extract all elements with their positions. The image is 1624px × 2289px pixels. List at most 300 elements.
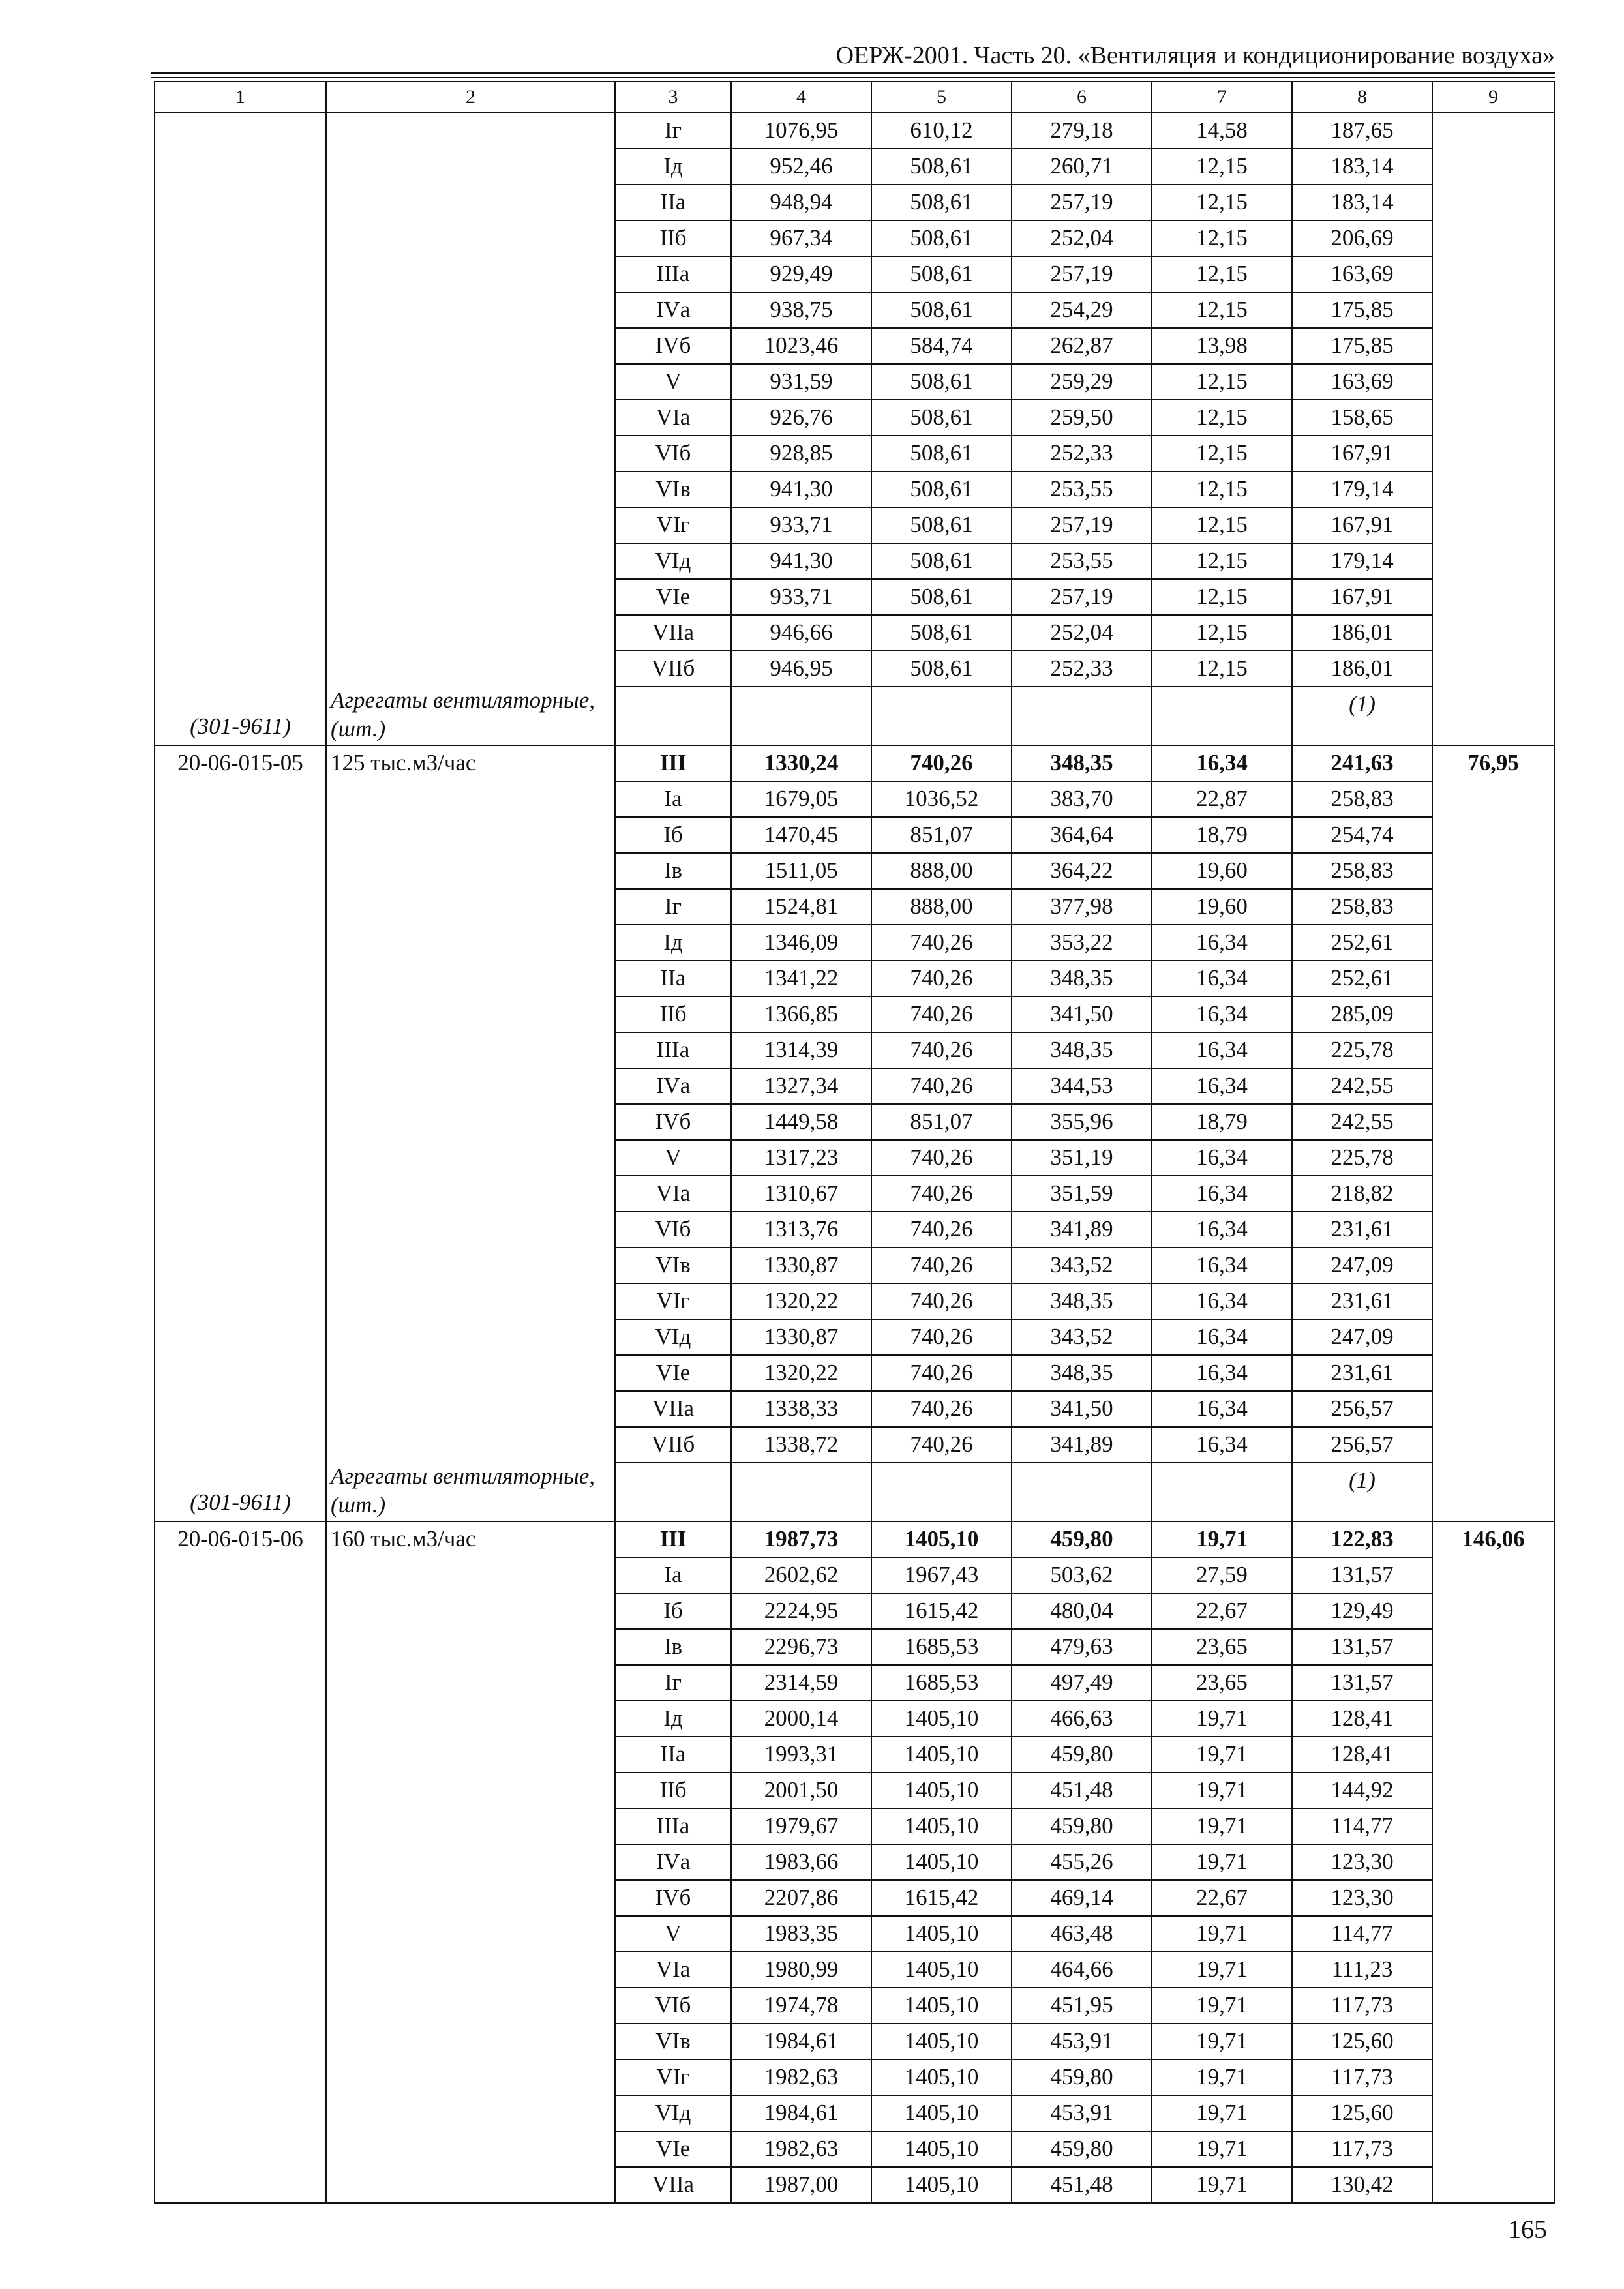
wages: 740,26 bbox=[871, 925, 1012, 961]
wages: 740,26 bbox=[871, 1391, 1012, 1427]
empty-cell bbox=[1012, 1463, 1152, 1521]
materials-cost: 123,30 bbox=[1292, 1844, 1432, 1880]
machine-cost: 459,80 bbox=[1012, 1521, 1152, 1557]
machine-cost: 257,19 bbox=[1012, 185, 1152, 220]
driver-wages: 16,34 bbox=[1152, 1319, 1292, 1355]
aggregate-quantity: (1) bbox=[1292, 687, 1432, 745]
wages: 508,61 bbox=[871, 507, 1012, 543]
materials-cost: 187,65 bbox=[1292, 113, 1432, 149]
driver-wages: 13,98 bbox=[1152, 328, 1292, 364]
total-cost: 952,46 bbox=[731, 149, 871, 185]
machine-cost: 463,48 bbox=[1012, 1916, 1152, 1952]
machine-cost: 343,52 bbox=[1012, 1248, 1152, 1283]
wages: 508,61 bbox=[871, 471, 1012, 507]
machine-cost: 343,52 bbox=[1012, 1319, 1152, 1355]
machine-cost: 459,80 bbox=[1012, 2131, 1152, 2167]
wages: 740,26 bbox=[871, 961, 1012, 996]
total-cost: 1979,67 bbox=[731, 1808, 871, 1844]
machine-cost: 257,19 bbox=[1012, 256, 1152, 292]
total-cost: 1470,45 bbox=[731, 817, 871, 853]
total-cost: 938,75 bbox=[731, 292, 871, 328]
region-code: IIIа bbox=[615, 256, 731, 292]
driver-wages: 12,15 bbox=[1152, 579, 1292, 615]
wages: 508,61 bbox=[871, 615, 1012, 651]
region-code: V bbox=[615, 364, 731, 400]
machine-cost: 459,80 bbox=[1012, 1808, 1152, 1844]
machine-cost: 351,19 bbox=[1012, 1140, 1152, 1176]
region-code: IIIа bbox=[615, 1032, 731, 1068]
wages: 508,61 bbox=[871, 543, 1012, 579]
wages: 610,12 bbox=[871, 113, 1012, 149]
materials-cost: 247,09 bbox=[1292, 1248, 1432, 1283]
rate-name bbox=[326, 113, 615, 745]
machine-cost: 453,91 bbox=[1012, 2095, 1152, 2131]
total-cost: 928,85 bbox=[731, 436, 871, 471]
wages: 508,61 bbox=[871, 436, 1012, 471]
page-header-title: ОЕРЖ-2001. Часть 20. «Вентиляция и кондиционирование воздуха» bbox=[835, 42, 1555, 69]
column-number: 7 bbox=[1152, 82, 1292, 113]
labor-cost bbox=[1432, 113, 1554, 745]
region-code: VIб bbox=[615, 436, 731, 471]
total-cost: 1984,61 bbox=[731, 2024, 871, 2059]
driver-wages: 19,60 bbox=[1152, 889, 1292, 925]
machine-cost: 480,04 bbox=[1012, 1593, 1152, 1629]
materials-cost: 186,01 bbox=[1292, 651, 1432, 687]
column-number: 8 bbox=[1292, 82, 1432, 113]
materials-cost: 218,82 bbox=[1292, 1176, 1432, 1212]
wages: 1405,10 bbox=[871, 1916, 1012, 1952]
total-cost: 2000,14 bbox=[731, 1701, 871, 1737]
materials-cost: 254,74 bbox=[1292, 817, 1432, 853]
total-cost: 1983,35 bbox=[731, 1916, 871, 1952]
machine-cost: 469,14 bbox=[1012, 1880, 1152, 1916]
region-code: Iг bbox=[615, 1665, 731, 1701]
region-code: VIг bbox=[615, 2059, 731, 2095]
region-code: IVб bbox=[615, 1880, 731, 1916]
materials-cost: 252,61 bbox=[1292, 925, 1432, 961]
materials-cost: 111,23 bbox=[1292, 1952, 1432, 1988]
machine-cost: 503,62 bbox=[1012, 1557, 1152, 1593]
materials-cost: 167,91 bbox=[1292, 579, 1432, 615]
region-code: VIа bbox=[615, 400, 731, 436]
total-cost: 2296,73 bbox=[731, 1629, 871, 1665]
rate-name: 160 тыс.м3/час bbox=[326, 1521, 615, 2203]
total-cost: 946,95 bbox=[731, 651, 871, 687]
labor-cost: 146,06 bbox=[1432, 1521, 1554, 2203]
total-cost: 1987,00 bbox=[731, 2167, 871, 2203]
total-cost: 2314,59 bbox=[731, 1665, 871, 1701]
region-code: Iв bbox=[615, 853, 731, 889]
materials-cost: 179,14 bbox=[1292, 471, 1432, 507]
region-code: IVб bbox=[615, 328, 731, 364]
machine-cost: 353,22 bbox=[1012, 925, 1152, 961]
machine-cost: 364,64 bbox=[1012, 817, 1152, 853]
region-code: VIа bbox=[615, 1952, 731, 1988]
machine-cost: 355,96 bbox=[1012, 1104, 1152, 1140]
total-cost: 1076,95 bbox=[731, 113, 871, 149]
driver-wages: 12,15 bbox=[1152, 220, 1292, 256]
region-code: IIIа bbox=[615, 1808, 731, 1844]
materials-cost: 256,57 bbox=[1292, 1391, 1432, 1427]
machine-cost: 383,70 bbox=[1012, 781, 1152, 817]
region-code: VIIб bbox=[615, 1427, 731, 1463]
materials-cost: 258,83 bbox=[1292, 781, 1432, 817]
total-cost: 1330,24 bbox=[731, 745, 871, 781]
materials-cost: 231,61 bbox=[1292, 1355, 1432, 1391]
driver-wages: 12,15 bbox=[1152, 256, 1292, 292]
total-cost: 1449,58 bbox=[731, 1104, 871, 1140]
driver-wages: 16,34 bbox=[1152, 1068, 1292, 1104]
driver-wages: 16,34 bbox=[1152, 996, 1292, 1032]
wages: 1405,10 bbox=[871, 2095, 1012, 2131]
total-cost: 1320,22 bbox=[731, 1355, 871, 1391]
column-number-row bbox=[155, 82, 1554, 113]
machine-cost: 479,63 bbox=[1012, 1629, 1152, 1665]
driver-wages: 12,15 bbox=[1152, 436, 1292, 471]
region-code: Iб bbox=[615, 817, 731, 853]
total-cost: 1974,78 bbox=[731, 1988, 871, 2024]
empty-cell bbox=[871, 687, 1012, 745]
machine-cost: 348,35 bbox=[1012, 1355, 1152, 1391]
total-cost: 1330,87 bbox=[731, 1319, 871, 1355]
machine-cost: 451,48 bbox=[1012, 1773, 1152, 1808]
driver-wages: 16,34 bbox=[1152, 745, 1292, 781]
driver-wages: 16,34 bbox=[1152, 961, 1292, 996]
wages: 508,61 bbox=[871, 579, 1012, 615]
driver-wages: 19,71 bbox=[1152, 1952, 1292, 1988]
total-cost: 1982,63 bbox=[731, 2059, 871, 2095]
materials-cost: 183,14 bbox=[1292, 185, 1432, 220]
wages: 1405,10 bbox=[871, 2131, 1012, 2167]
driver-wages: 19,71 bbox=[1152, 1521, 1292, 1557]
column-number: 3 bbox=[615, 82, 731, 113]
machine-cost: 466,63 bbox=[1012, 1701, 1152, 1737]
driver-wages: 12,15 bbox=[1152, 292, 1292, 328]
region-code: VIд bbox=[615, 2095, 731, 2131]
total-cost: 931,59 bbox=[731, 364, 871, 400]
materials-cost: 114,77 bbox=[1292, 1916, 1432, 1952]
materials-cost: 256,57 bbox=[1292, 1427, 1432, 1463]
region-code: VIIа bbox=[615, 615, 731, 651]
wages: 1405,10 bbox=[871, 1521, 1012, 1557]
wages: 584,74 bbox=[871, 328, 1012, 364]
driver-wages: 19,71 bbox=[1152, 1773, 1292, 1808]
total-cost: 1993,31 bbox=[731, 1737, 871, 1773]
region-code: VIе bbox=[615, 1355, 731, 1391]
driver-wages: 19,71 bbox=[1152, 1844, 1292, 1880]
materials-cost: 128,41 bbox=[1292, 1737, 1432, 1773]
driver-wages: 19,71 bbox=[1152, 1808, 1292, 1844]
region-code: VIIа bbox=[615, 2167, 731, 2203]
wages: 888,00 bbox=[871, 853, 1012, 889]
rate-code bbox=[155, 113, 326, 745]
driver-wages: 16,34 bbox=[1152, 1355, 1292, 1391]
wages: 1405,10 bbox=[871, 1737, 1012, 1773]
machine-cost: 341,89 bbox=[1012, 1212, 1152, 1248]
region-code: Iг bbox=[615, 113, 731, 149]
total-cost: 1511,05 bbox=[731, 853, 871, 889]
driver-wages: 12,15 bbox=[1152, 651, 1292, 687]
machine-cost: 364,22 bbox=[1012, 853, 1152, 889]
region-code: IVа bbox=[615, 1844, 731, 1880]
wages: 508,61 bbox=[871, 292, 1012, 328]
region-code: VIд bbox=[615, 543, 731, 579]
wages: 1405,10 bbox=[871, 1844, 1012, 1880]
materials-cost: 125,60 bbox=[1292, 2095, 1432, 2131]
region-code: III bbox=[615, 745, 731, 781]
driver-wages: 16,34 bbox=[1152, 1140, 1292, 1176]
region-code: Iв bbox=[615, 1629, 731, 1665]
total-cost: 941,30 bbox=[731, 543, 871, 579]
materials-cost: 252,61 bbox=[1292, 961, 1432, 996]
driver-wages: 12,15 bbox=[1152, 543, 1292, 579]
machine-cost: 341,50 bbox=[1012, 996, 1152, 1032]
materials-cost: 131,57 bbox=[1292, 1665, 1432, 1701]
machine-cost: 451,95 bbox=[1012, 1988, 1152, 2024]
driver-wages: 12,15 bbox=[1152, 364, 1292, 400]
header-rule bbox=[151, 72, 1555, 74]
wages: 1405,10 bbox=[871, 2024, 1012, 2059]
wages: 740,26 bbox=[871, 996, 1012, 1032]
materials-cost: 129,49 bbox=[1292, 1593, 1432, 1629]
materials-cost: 258,83 bbox=[1292, 889, 1432, 925]
empty-cell bbox=[731, 687, 871, 745]
total-cost: 2001,50 bbox=[731, 1773, 871, 1808]
materials-cost: 167,91 bbox=[1292, 436, 1432, 471]
total-cost: 1984,61 bbox=[731, 2095, 871, 2131]
machine-cost: 262,87 bbox=[1012, 328, 1152, 364]
region-code: Iг bbox=[615, 889, 731, 925]
materials-cost: 128,41 bbox=[1292, 1701, 1432, 1737]
materials-cost: 186,01 bbox=[1292, 615, 1432, 651]
driver-wages: 23,65 bbox=[1152, 1665, 1292, 1701]
empty-cell bbox=[615, 1463, 731, 1521]
total-cost: 1983,66 bbox=[731, 1844, 871, 1880]
wages: 508,61 bbox=[871, 651, 1012, 687]
wages: 508,61 bbox=[871, 185, 1012, 220]
total-cost: 933,71 bbox=[731, 507, 871, 543]
region-code: Iа bbox=[615, 1557, 731, 1593]
region-code: VIе bbox=[615, 2131, 731, 2167]
materials-cost: 163,69 bbox=[1292, 364, 1432, 400]
machine-cost: 453,91 bbox=[1012, 2024, 1152, 2059]
total-cost: 1366,85 bbox=[731, 996, 871, 1032]
machine-cost: 253,55 bbox=[1012, 543, 1152, 579]
materials-cost: 114,77 bbox=[1292, 1808, 1432, 1844]
total-cost: 1330,87 bbox=[731, 1248, 871, 1283]
total-cost: 946,66 bbox=[731, 615, 871, 651]
wages: 508,61 bbox=[871, 220, 1012, 256]
wages: 740,26 bbox=[871, 1283, 1012, 1319]
region-code: VIд bbox=[615, 1319, 731, 1355]
table-row bbox=[155, 113, 1554, 149]
total-cost: 967,34 bbox=[731, 220, 871, 256]
aggregate-code: (301-9611) bbox=[190, 713, 291, 739]
wages: 740,26 bbox=[871, 1319, 1012, 1355]
driver-wages: 19,60 bbox=[1152, 853, 1292, 889]
driver-wages: 12,15 bbox=[1152, 471, 1292, 507]
driver-wages: 22,87 bbox=[1152, 781, 1292, 817]
aggregate-quantity: (1) bbox=[1292, 1463, 1432, 1521]
aggregate-name: Агрегаты вентиляторные, (шт.) bbox=[331, 687, 595, 741]
wages: 888,00 bbox=[871, 889, 1012, 925]
column-number: 2 bbox=[326, 82, 615, 113]
driver-wages: 16,34 bbox=[1152, 1427, 1292, 1463]
machine-cost: 252,33 bbox=[1012, 651, 1152, 687]
driver-wages: 23,65 bbox=[1152, 1629, 1292, 1665]
machine-cost: 344,53 bbox=[1012, 1068, 1152, 1104]
region-code: IIа bbox=[615, 1737, 731, 1773]
wages: 1685,53 bbox=[871, 1629, 1012, 1665]
empty-cell bbox=[1152, 687, 1292, 745]
materials-cost: 131,57 bbox=[1292, 1557, 1432, 1593]
driver-wages: 19,71 bbox=[1152, 2167, 1292, 2203]
region-code: IIб bbox=[615, 996, 731, 1032]
wages: 1036,52 bbox=[871, 781, 1012, 817]
driver-wages: 12,15 bbox=[1152, 149, 1292, 185]
region-code: VIIб bbox=[615, 651, 731, 687]
wages: 1615,42 bbox=[871, 1593, 1012, 1629]
wages: 508,61 bbox=[871, 400, 1012, 436]
labor-cost: 76,95 bbox=[1432, 745, 1554, 1521]
header-rule-thin bbox=[151, 77, 1555, 78]
total-cost: 1346,09 bbox=[731, 925, 871, 961]
total-cost: 2602,62 bbox=[731, 1557, 871, 1593]
region-code: VIв bbox=[615, 471, 731, 507]
column-number: 6 bbox=[1012, 82, 1152, 113]
wages: 508,61 bbox=[871, 364, 1012, 400]
total-cost: 1317,23 bbox=[731, 1140, 871, 1176]
total-cost: 941,30 bbox=[731, 471, 871, 507]
wages: 508,61 bbox=[871, 149, 1012, 185]
materials-cost: 241,63 bbox=[1292, 745, 1432, 781]
total-cost: 1980,99 bbox=[731, 1952, 871, 1988]
region-code: VIб bbox=[615, 1212, 731, 1248]
driver-wages: 19,71 bbox=[1152, 1916, 1292, 1952]
column-number: 1 bbox=[155, 82, 326, 113]
wages: 1685,53 bbox=[871, 1665, 1012, 1701]
machine-cost: 253,55 bbox=[1012, 471, 1152, 507]
wages: 740,26 bbox=[871, 1176, 1012, 1212]
machine-cost: 348,35 bbox=[1012, 961, 1152, 996]
driver-wages: 12,15 bbox=[1152, 615, 1292, 651]
driver-wages: 19,71 bbox=[1152, 1988, 1292, 2024]
machine-cost: 252,33 bbox=[1012, 436, 1152, 471]
total-cost: 1338,33 bbox=[731, 1391, 871, 1427]
wages: 1405,10 bbox=[871, 1701, 1012, 1737]
driver-wages: 22,67 bbox=[1152, 1593, 1292, 1629]
wages: 1405,10 bbox=[871, 1808, 1012, 1844]
materials-cost: 117,73 bbox=[1292, 2131, 1432, 2167]
materials-cost: 231,61 bbox=[1292, 1283, 1432, 1319]
materials-cost: 130,42 bbox=[1292, 2167, 1432, 2203]
column-number: 9 bbox=[1432, 82, 1554, 113]
empty-cell bbox=[1012, 687, 1152, 745]
region-code: Iд bbox=[615, 925, 731, 961]
total-cost: 1341,22 bbox=[731, 961, 871, 996]
cell-text: 125 тыс.м3/час bbox=[331, 750, 476, 775]
aggregate-code: (301-9611) bbox=[190, 1489, 291, 1515]
total-cost: 933,71 bbox=[731, 579, 871, 615]
driver-wages: 19,71 bbox=[1152, 2095, 1292, 2131]
total-cost: 1310,67 bbox=[731, 1176, 871, 1212]
machine-cost: 259,29 bbox=[1012, 364, 1152, 400]
machine-cost: 348,35 bbox=[1012, 745, 1152, 781]
machine-cost: 459,80 bbox=[1012, 2059, 1152, 2095]
wages: 740,26 bbox=[871, 1140, 1012, 1176]
materials-cost: 242,55 bbox=[1292, 1104, 1432, 1140]
total-cost: 1023,46 bbox=[731, 328, 871, 364]
materials-cost: 175,85 bbox=[1292, 292, 1432, 328]
region-code: V bbox=[615, 1916, 731, 1952]
driver-wages: 27,59 bbox=[1152, 1557, 1292, 1593]
materials-cost: 285,09 bbox=[1292, 996, 1432, 1032]
total-cost: 1524,81 bbox=[731, 889, 871, 925]
wages: 1405,10 bbox=[871, 2167, 1012, 2203]
table-row bbox=[155, 1521, 1554, 1557]
materials-cost: 125,60 bbox=[1292, 2024, 1432, 2059]
region-code: VIг bbox=[615, 507, 731, 543]
driver-wages: 18,79 bbox=[1152, 1104, 1292, 1140]
empty-cell bbox=[871, 1463, 1012, 1521]
driver-wages: 16,34 bbox=[1152, 1391, 1292, 1427]
total-cost: 1987,73 bbox=[731, 1521, 871, 1557]
machine-cost: 279,18 bbox=[1012, 113, 1152, 149]
wages: 740,26 bbox=[871, 1032, 1012, 1068]
driver-wages: 16,34 bbox=[1152, 925, 1292, 961]
total-cost: 948,94 bbox=[731, 185, 871, 220]
materials-cost: 117,73 bbox=[1292, 1988, 1432, 2024]
machine-cost: 252,04 bbox=[1012, 220, 1152, 256]
region-code: VIв bbox=[615, 2024, 731, 2059]
wages: 1405,10 bbox=[871, 1773, 1012, 1808]
region-code: VIе bbox=[615, 579, 731, 615]
region-code: VIв bbox=[615, 1248, 731, 1283]
rate-code bbox=[155, 745, 326, 1521]
wages: 851,07 bbox=[871, 817, 1012, 853]
materials-cost: 122,83 bbox=[1292, 1521, 1432, 1557]
driver-wages: 12,15 bbox=[1152, 185, 1292, 220]
driver-wages: 19,71 bbox=[1152, 2024, 1292, 2059]
region-code: IIа bbox=[615, 961, 731, 996]
region-code: VIа bbox=[615, 1176, 731, 1212]
region-code: IIб bbox=[615, 220, 731, 256]
total-cost: 1679,05 bbox=[731, 781, 871, 817]
materials-cost: 231,61 bbox=[1292, 1212, 1432, 1248]
driver-wages: 16,34 bbox=[1152, 1212, 1292, 1248]
wages: 1615,42 bbox=[871, 1880, 1012, 1916]
table-row bbox=[155, 745, 1554, 781]
wages: 1405,10 bbox=[871, 2059, 1012, 2095]
price-table-body bbox=[155, 82, 1554, 2203]
region-code: IVб bbox=[615, 1104, 731, 1140]
total-cost: 1338,72 bbox=[731, 1427, 871, 1463]
total-cost: 1320,22 bbox=[731, 1283, 871, 1319]
region-code: Iд bbox=[615, 1701, 731, 1737]
machine-cost: 341,89 bbox=[1012, 1427, 1152, 1463]
driver-wages: 19,71 bbox=[1152, 2059, 1292, 2095]
wages: 1967,43 bbox=[871, 1557, 1012, 1593]
machine-cost: 377,98 bbox=[1012, 889, 1152, 925]
region-code: IIб bbox=[615, 1773, 731, 1808]
driver-wages: 16,34 bbox=[1152, 1283, 1292, 1319]
driver-wages: 16,34 bbox=[1152, 1176, 1292, 1212]
materials-cost: 247,09 bbox=[1292, 1319, 1432, 1355]
machine-cost: 254,29 bbox=[1012, 292, 1152, 328]
materials-cost: 206,69 bbox=[1292, 220, 1432, 256]
machine-cost: 257,19 bbox=[1012, 579, 1152, 615]
total-cost: 1313,76 bbox=[731, 1212, 871, 1248]
